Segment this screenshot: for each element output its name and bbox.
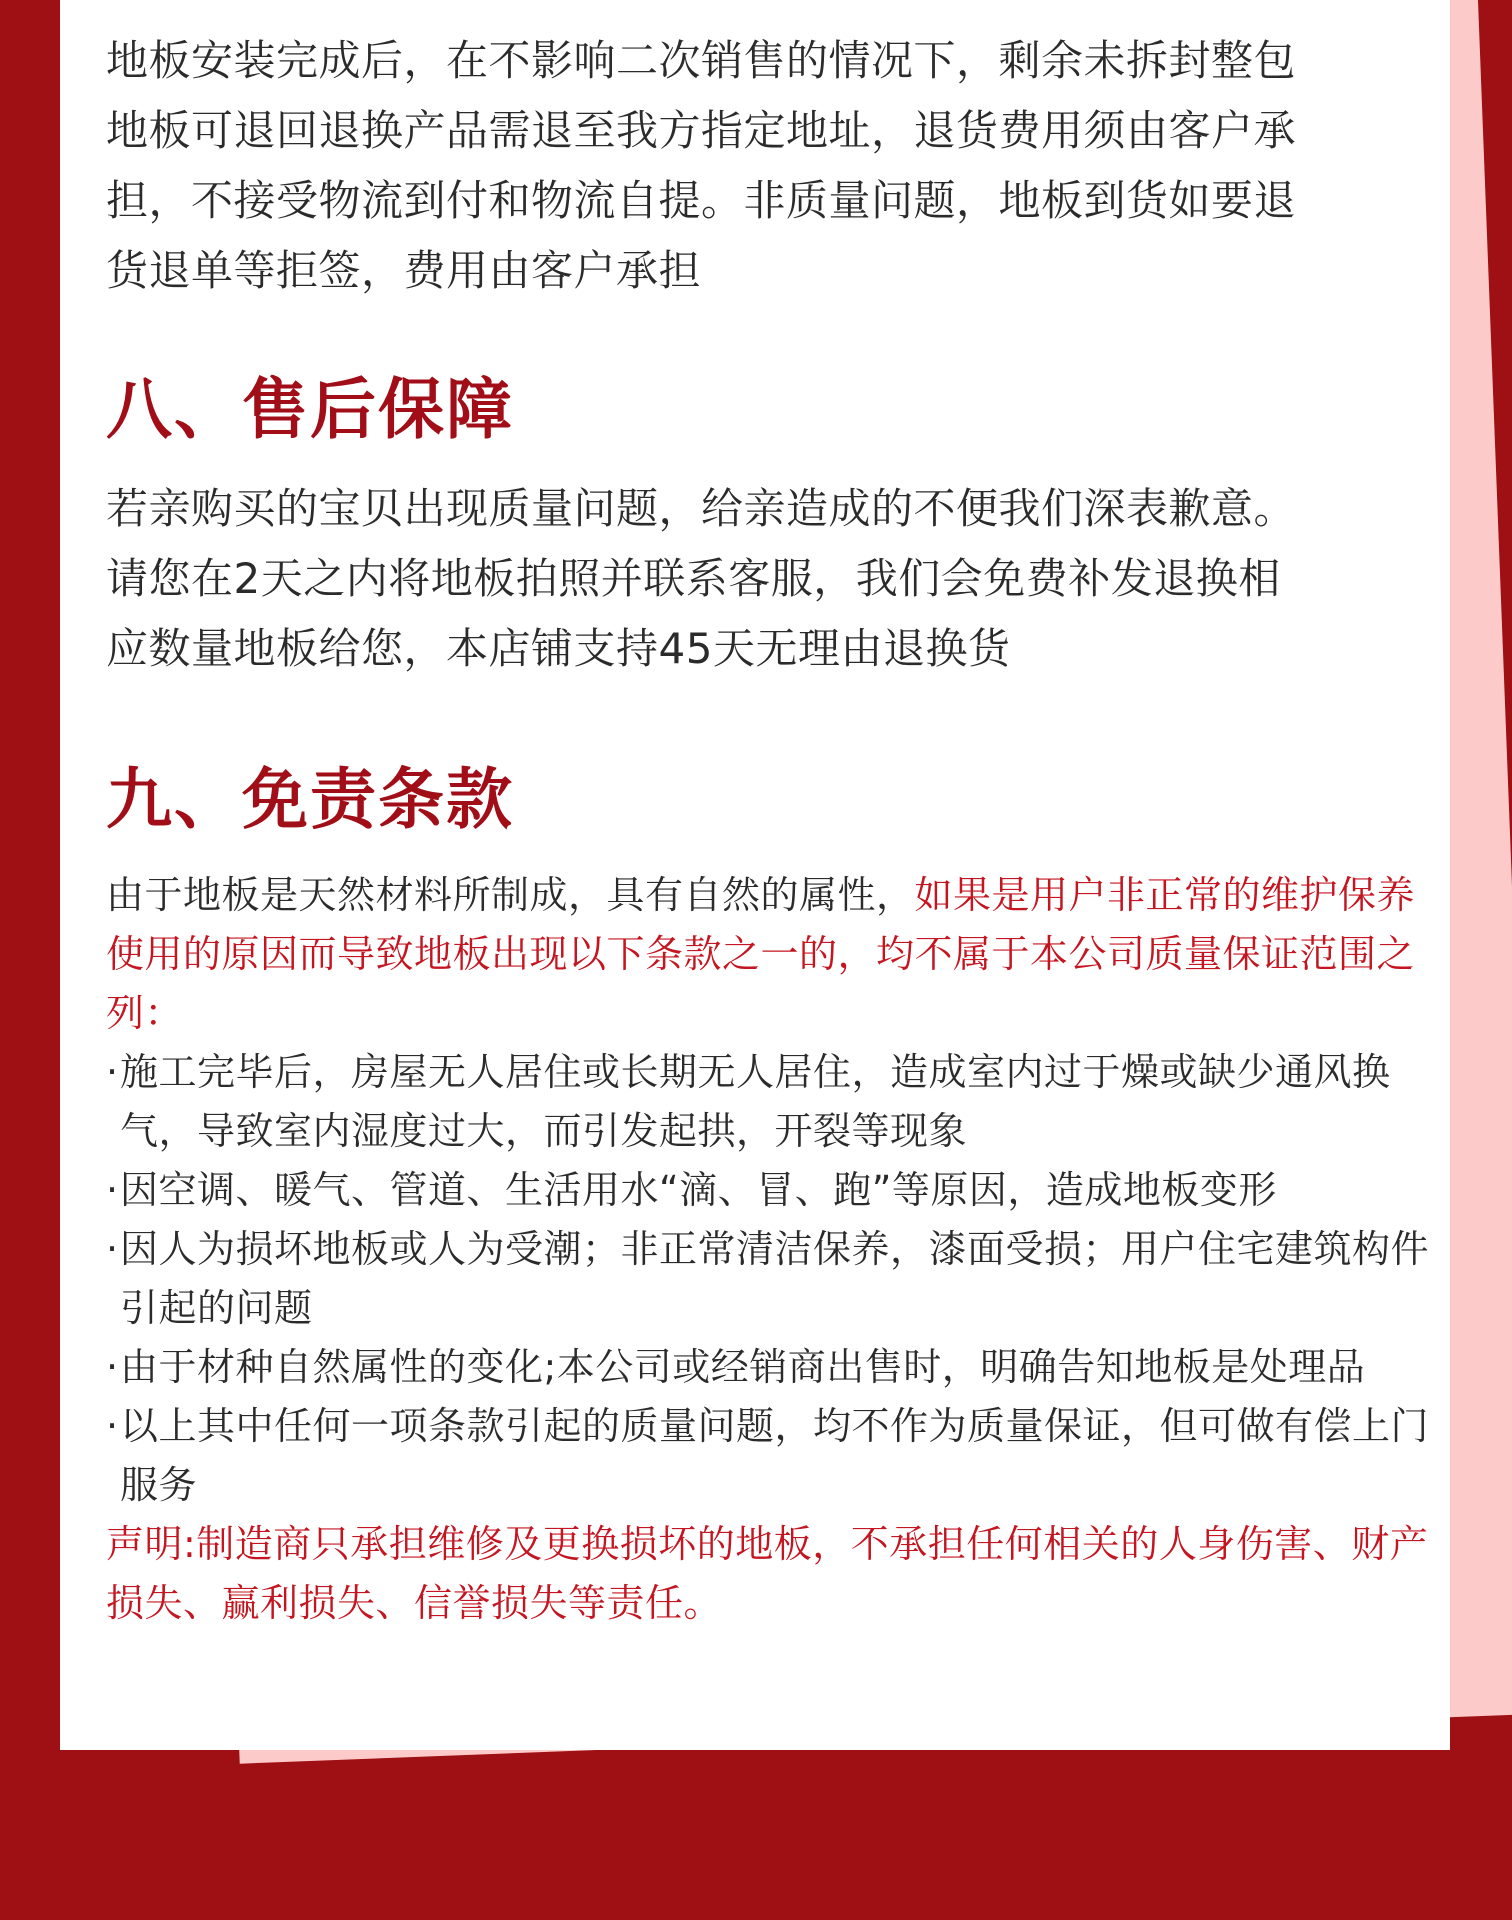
disclaimer-intro-highlight: 如果是用户非正常的维护保养使用的原因而导致地板出现以下条款之一的，均不属于本公司质量保证范围之列： [106, 873, 1416, 1035]
bullet-dot: · [106, 1404, 119, 1448]
list-item-text: 施工完毕后，房屋无人居住或长期无人居住，造成室内过于燥或缺少通风换气，导致室内湿度过大，而引发起拱，开裂等现象 [120, 1050, 1391, 1153]
after-sales-text: 若亲购买的宝贝出现质量问题，给亲造成的不便我们深表歉意。 请您在2天之内将地板拍照并联系客服，我们会免费补发退换相 应数量地板给您，本店铺支持45天无理由退换货 [106, 484, 1297, 673]
return-policy-text: 地板安装完成后，在不影响二次销售的情况下，剩余未拆封整包 地板可退回退换产品需退至我方指定地址，退货费用须由客户承 担，不接受物流到付和物流自提。非质量问题，地板到货如要退 货退单等拒签，费用由客户承担 [106, 36, 1297, 295]
bullet-dot: · [106, 1050, 119, 1094]
disclaimer-intro [106, 866, 1436, 1043]
disclaimer-body [106, 866, 1436, 1633]
disclaimer-intro-plain: 由于地板是天然材料所制成，具有自然的属性， [106, 873, 915, 917]
list-item [106, 1220, 1436, 1338]
list-item [106, 1397, 1436, 1515]
list-item [106, 1161, 1436, 1220]
disclaimer-heading: 九、免责条款 [106, 761, 514, 838]
list-item-text: 因人为损坏地板或人为受潮；非正常清洁保养，漆面受损；用户住宅建筑构件引起的问题 [120, 1227, 1430, 1330]
list-item-text: 由于材种自然属性的变化;本公司或经销商出售时，明确告知地板是处理品 [120, 1345, 1366, 1389]
liability-statement: 声明:制造商只承担维修及更换损坏的地板，不承担任何相关的人身伤害、财产损失、赢利损失、信誉损失等责任。 [106, 1522, 1429, 1625]
list-item [106, 1043, 1436, 1161]
list-item [106, 1338, 1436, 1397]
list-item-text: 因空调、暖气、管道、生活用水“滴、冒、跑”等原因，造成地板变形 [120, 1168, 1277, 1212]
bullet-dot: · [106, 1168, 119, 1212]
list-item-text: 以上其中任何一项条款引起的质量问题，均不作为质量保证，但可做有偿上门服务 [120, 1404, 1430, 1507]
bullet-dot: · [106, 1227, 119, 1271]
bullet-dot: · [106, 1345, 119, 1389]
disclaimer-list [106, 1043, 1436, 1515]
after-sales-heading: 八、售后保障 [106, 371, 514, 448]
